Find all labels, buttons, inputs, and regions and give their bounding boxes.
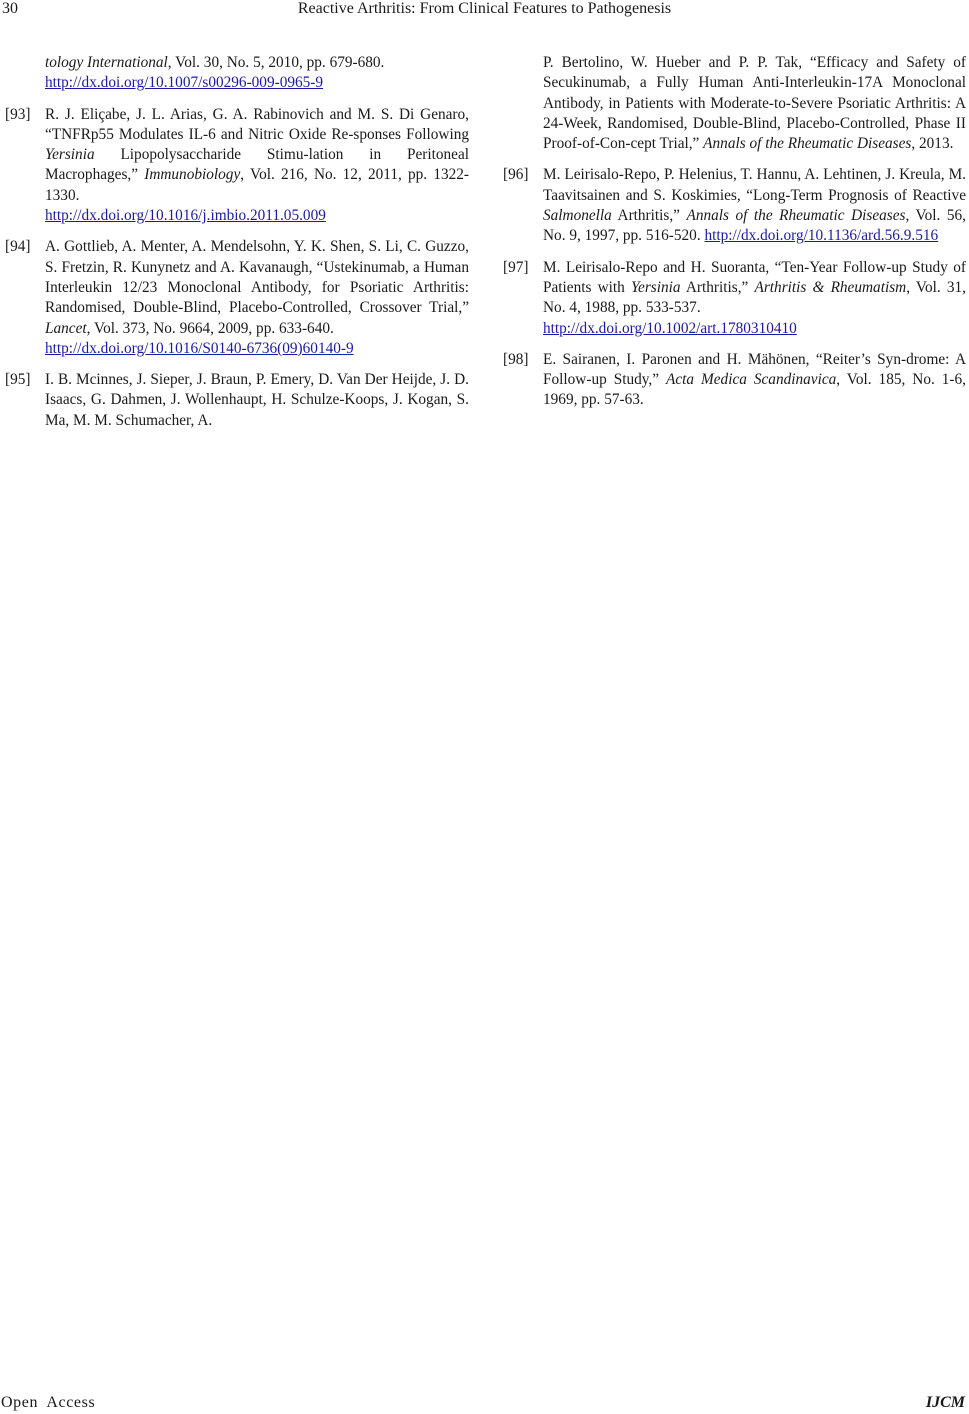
reference-text — [45, 370, 469, 431]
reference-number: [94] — [5, 238, 31, 256]
reference-text-part: M. Leirisalo-Repo, P. Helenius, T. Hannu, A. Lehtinen, J. Kreula, M. Taavitsainen and S. Koskimies, “Long-Term Prognosis of Reactive — [543, 166, 966, 204]
reference-number: [93] — [5, 105, 31, 123]
reference-97 — [503, 258, 966, 339]
page-footer — [0, 1394, 969, 1414]
doi-link[interactable]: http://dx.doi.org/10.1016/j.imbio.2011.05.009 — [45, 207, 326, 225]
reference-98 — [503, 350, 966, 411]
doi-link[interactable]: http://dx.doi.org/10.1016/S0140-6736(09)60140-9 — [45, 339, 354, 357]
reference-details: , Vol. 56, No. 9, 1997, pp. 516-520. — [543, 207, 966, 245]
reference-text-part: Arthritis,” — [611, 207, 687, 225]
reference-text — [543, 165, 966, 246]
journal-title: Acta Medica Scandinavica — [666, 371, 837, 389]
reference-details: , 2013. — [911, 135, 954, 153]
reference-text-part: M. Leirisalo-Repo and H. Suoranta, “Ten-Year Follow-up Study of Patients with — [543, 258, 966, 296]
reference-details: , Vol. 216, No. 12, 2011, pp. 1322-1330. — [45, 166, 470, 204]
reference-continued — [5, 53, 469, 94]
journal-title: Lancet — [45, 319, 87, 337]
reference-italic: Salmonella — [543, 207, 612, 225]
reference-number: [97] — [503, 258, 529, 276]
page-header — [0, 0, 969, 24]
doi-link[interactable]: http://dx.doi.org/10.1007/s00296-009-0965-9 — [45, 74, 324, 92]
page-number: 30 — [2, 0, 18, 17]
reference-details: , Vol. 373, No. 9664, 2009, pp. 633-640. — [86, 319, 334, 337]
reference-94 — [5, 237, 469, 359]
reference-text-part: Lipopolysaccharide Stimu-lation in Peritoneal Macrophages,” — [45, 146, 469, 184]
reference-continued — [503, 53, 966, 154]
doi-link[interactable]: http://dx.doi.org/10.1002/art.1780310410 — [543, 319, 797, 337]
right-column — [503, 53, 966, 422]
reference-text-part: E. Sairanen, I. Paronen and H. Mähönen, “Reiter’s Syn-drome: A Follow-up Study,” — [543, 350, 966, 389]
reference-text-part: A. Gottlieb, A. Menter, A. Mendelsohn, Y. K. Shen, S. Li, C. Guzzo, S. Fretzin, R. Kunynetz and A. Kavanaugh, “Ustekinumab, a Human Interleukin 12/23 Monoclonal Antibody, for Psoriatic Arthritis: Randomised, Double-Blind, Placebo-Controlled, Crossover Trial,” — [45, 238, 469, 317]
reference-text — [45, 237, 469, 359]
open-access-label: Open Access — [1, 1394, 96, 1411]
journal-abbreviation: IJCM — [925, 1394, 965, 1411]
reference-number: [96] — [503, 166, 529, 184]
reference-text — [543, 258, 966, 339]
journal-title: Arthritis & Rheumatism — [754, 278, 907, 296]
reference-number: [98] — [503, 350, 529, 368]
running-title: Reactive Arthritis: From Clinical Features to Pathogenesis — [297, 0, 672, 17]
reference-text — [543, 350, 966, 411]
reference-details: , Vol. 31, No. 4, 1988, pp. 533-537. — [543, 278, 966, 317]
reference-text-part: P. Bertolino, W. Hueber and P. P. Tak, “Efficacy and Safety of Secukinumab, a Fully Human Anti-Interleukin-17A Monoclonal Antibody, in Patients with Moderate-to-Severe Psoriatic Arthritis: A 24-Week, Randomised, Double-Blind, Placebo-Controlled, Phase II Proof-of-Con-cept Trial,” — [543, 54, 966, 153]
journal-title: tology International — [45, 54, 168, 71]
doi-link[interactable]: http://dx.doi.org/10.1136/ard.56.9.516 — [704, 227, 939, 245]
reference-text-part: I. B. Mcinnes, J. Sieper, J. Braun, P. Emery, D. Van Der Heijde, J. D. Isaacs, G. Dahmen, J. Wollenhaupt, H. Schulze-Koops, J. Kogan, S. Ma, M. M. Schumacher, A. — [45, 371, 469, 429]
reference-details: , Vol. 185, No. 1-6, 1969, pp. 57-63. — [543, 371, 966, 409]
reference-italic: Yersinia — [45, 146, 95, 164]
reference-italic: Yersinia — [630, 278, 681, 296]
reference-number: [95] — [5, 371, 31, 389]
reference-95 — [5, 370, 469, 431]
reference-93 — [5, 105, 469, 227]
reference-96 — [503, 165, 966, 246]
left-column — [5, 53, 469, 442]
journal-title: Annals of the Rheumatic Diseases — [686, 207, 906, 225]
reference-text — [45, 105, 469, 227]
reference-text-part: R. J. Eliçabe, J. L. Arias, G. A. Rabinovich and M. S. Di Genaro, “TNFRp55 Modulates IL-6 and Nitric Oxide Re-sponses Following — [45, 105, 469, 143]
reference-text-part: Arthritis,” — [680, 278, 755, 296]
reference-details: , Vol. 30, No. 5, 2010, pp. 679-680. — [167, 54, 385, 71]
journal-title: Immunobiology — [144, 166, 241, 184]
journal-title: Annals of the Rheumatic Diseases — [703, 135, 912, 153]
